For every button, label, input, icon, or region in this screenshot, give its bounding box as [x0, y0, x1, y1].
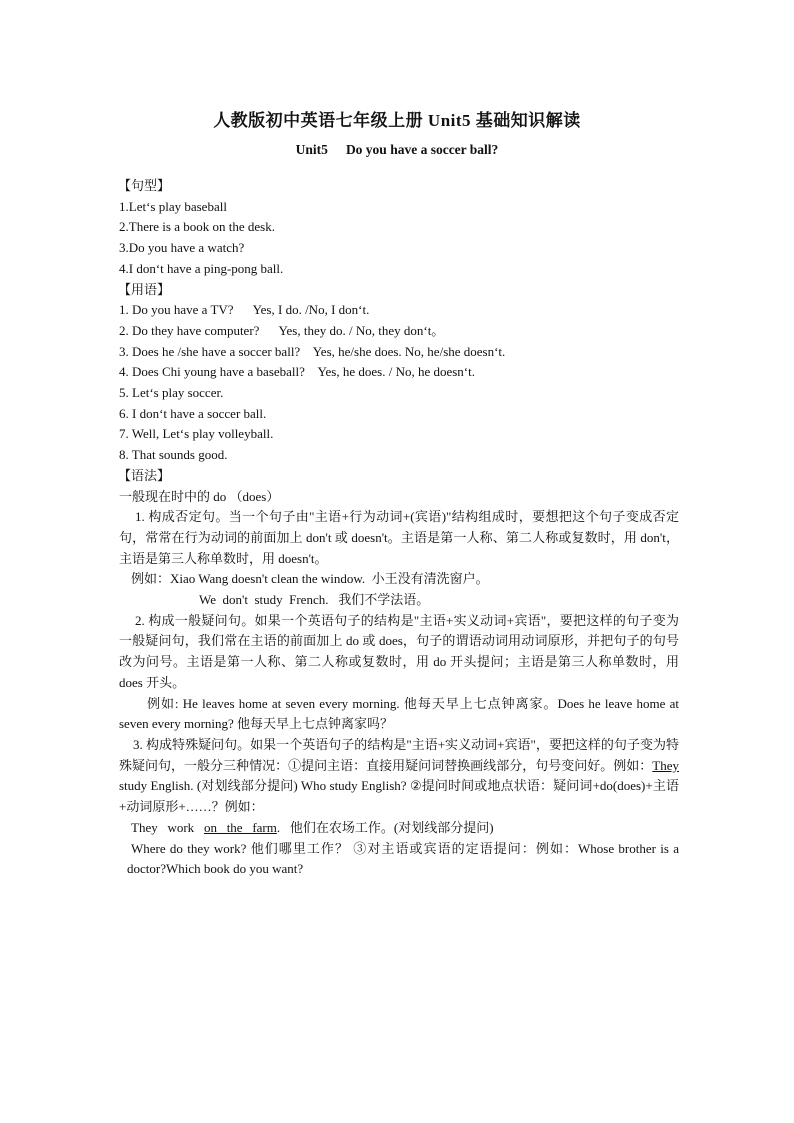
expression-item: 5. Let‘s play soccer.	[119, 385, 224, 401]
expression-item: 8. That sounds good.	[119, 447, 228, 463]
grammar-point-general-question: 2. 构成一般疑问句。如果一个英语句子的结构是"主语+实义动词+宾语"，要把这样的句子变为一般疑问句，我们常在主语的前面加上 do 或 does，句子的谓语动词用动词原形，并把句子的句号改为问号。主语是第一人称、第二人称或复数时，用 do 开头提问；主语是第三人称单数时，用 does 开头。	[119, 612, 679, 690]
expression-item: 2. Do they have computer? Yes, they do. / No, they don‘t。	[119, 322, 445, 338]
pattern-item: 2.There is a book on the desk.	[119, 219, 275, 235]
document-title: 人教版初中英语七年级上册 Unit5 基础知识解读	[213, 111, 581, 130]
section-heading-expressions: 【用语】	[118, 281, 171, 297]
grammar-point-negative: 1. 构成否定句。当一个句子由"主语+行为动词+(宾语)"结构组成时，要想把这个句子变成否定句，常常在行为动词的前面加上 don't 或 doesn't。主语是第一人称、第二人称或复数时，用 don't，主语是第三人称单数时，用 doesn't。	[119, 509, 679, 566]
expression-item: 1. Do you have a TV? Yes, I do. /No, I don‘t.	[119, 302, 370, 318]
example-sentence: 例如：Xiao Wang doesn't clean the window. 小王没有清洗窗户。	[131, 571, 489, 587]
underlined-word: They	[652, 757, 679, 773]
pattern-item: 4.I don‘t have a ping-pong ball.	[119, 260, 284, 276]
section-heading-patterns: 【句型】	[118, 178, 171, 193]
pattern-item: 1.Let‘s play baseball	[119, 198, 227, 214]
grammar-point-special-question	[119, 735, 679, 818]
grammar-text: 3. 构成特殊疑问句。如果一个英语句子的结构是"主语+实义动词+宾语"，要把这样的句子变为特殊疑问句，一般分三种情况：①提问主语：直接用疑问词替换画线部分，句号变问好。例如：	[119, 736, 679, 773]
unit-topic: Do you have a soccer ball?	[345, 142, 499, 157]
example-text: . 他们在农场工作。(对划线部分提问)	[276, 819, 494, 835]
example-sentence: Where do they work? 他们哪里工作？ ③对主语或宾语的定语提问：例如：Whose brother is a doctor?Which book do you want?	[127, 840, 679, 877]
underlined-phrase: on the farm	[203, 819, 277, 835]
expression-item: 3. Does he /she have a soccer ball? Yes, he/she does. No, he/she doesn‘t.	[119, 343, 506, 359]
unit-label: Unit5	[295, 142, 328, 157]
expression-item: 7. Well, Let‘s play volleyball.	[119, 426, 274, 442]
grammar-text: study English. (对划线部分提问) Who study English? ②提问时间或地点状语：疑问词+do(does)+主语+动词原形+……？例如：	[119, 778, 679, 815]
example-sentence: We don't study French. 我们不学法语。	[199, 592, 430, 608]
document-subtitle	[0, 142, 794, 158]
example-sentence: 例如: He leaves home at seven every morning. 他每天早上七点钟离家。Does he leave home at seven every morning? 他每天早上七点钟离家吗？	[119, 695, 679, 732]
expression-item: 6. I don‘t have a soccer ball.	[119, 405, 267, 421]
document-body	[119, 176, 679, 880]
example-sentence	[119, 818, 679, 839]
expression-item: 4. Does Chi young have a baseball? Yes, he does. / No, he doesn‘t.	[119, 364, 475, 380]
grammar-topic: 一般现在时中的 do （does）	[119, 488, 280, 504]
example-text: They work	[131, 819, 204, 835]
pattern-item: 3.Do you have a watch?	[119, 240, 245, 256]
section-heading-grammar: 【语法】	[118, 467, 171, 483]
